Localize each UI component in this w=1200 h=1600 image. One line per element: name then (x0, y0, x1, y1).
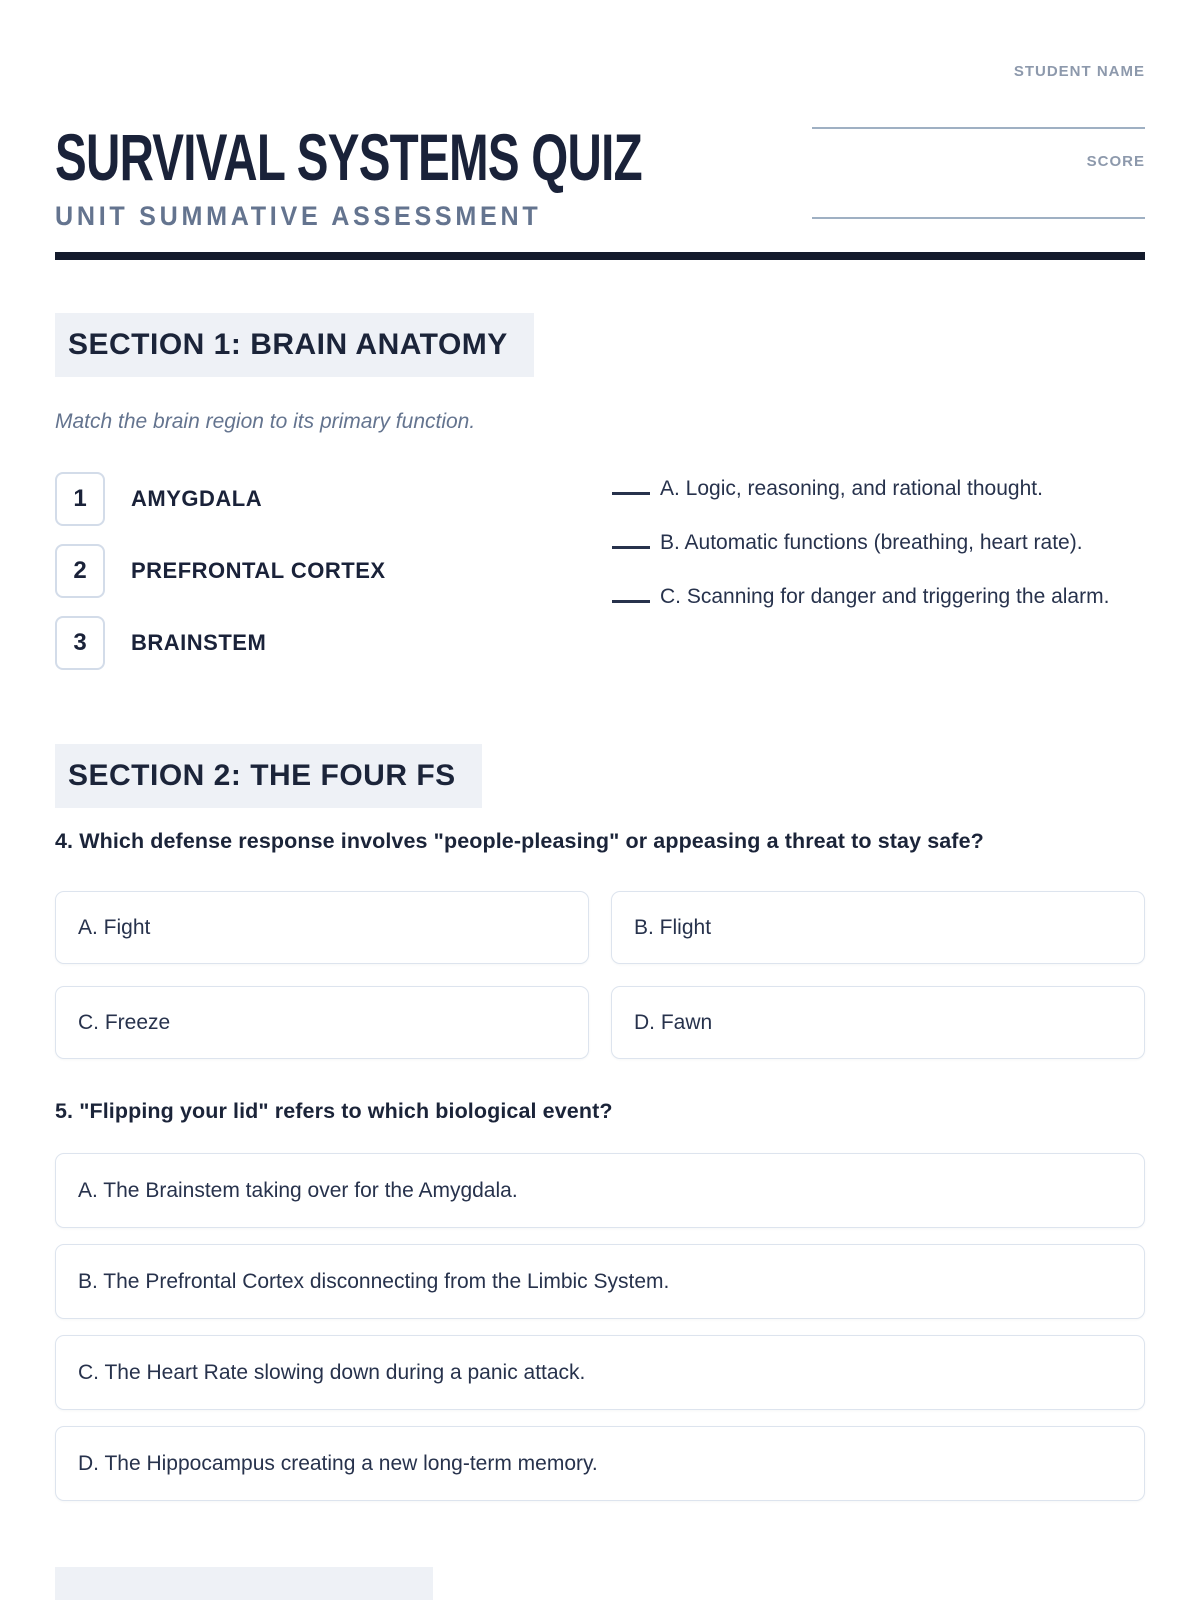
q5-option-b[interactable]: B. The Prefrontal Cortex disconnecting from the Limbic System. (55, 1244, 1145, 1319)
student-name-label: STUDENT NAME (1013, 63, 1145, 80)
header-fields (812, 63, 1145, 219)
question-4-options (55, 891, 1145, 1059)
match-number-box-3: 3 (55, 616, 105, 670)
q4-option-c[interactable]: C. Freeze (55, 986, 589, 1059)
section-2 (55, 670, 1145, 1501)
match-number-box-2: 2 (55, 544, 105, 598)
section-1 (55, 260, 1145, 670)
answer-blank-b[interactable] (612, 532, 650, 549)
match-number-box-1: 1 (55, 472, 105, 526)
match-answers-column (612, 472, 1145, 670)
q5-option-a[interactable]: A. The Brainstem taking over for the Amygdala. (55, 1153, 1145, 1228)
score-line[interactable] (812, 217, 1145, 219)
answer-option-a (612, 472, 1145, 505)
answer-option-b (612, 526, 1145, 559)
page-header (55, 0, 1145, 252)
answer-option-c (612, 580, 1145, 613)
answer-text-b: B. Automatic functions (breathing, heart rate). (660, 531, 1083, 554)
page-subtitle: UNIT SUMMATIVE ASSESSMENT (55, 201, 542, 231)
match-item-3 (55, 616, 588, 670)
q4-option-d[interactable]: D. Fawn (611, 986, 1145, 1059)
student-name-line[interactable] (812, 127, 1145, 129)
student-name-field (812, 63, 1145, 129)
match-item-label-2: PREFRONTAL CORTEX (131, 558, 386, 583)
q4-option-b[interactable]: B. Flight (611, 891, 1145, 964)
section3-header-partial (55, 1567, 433, 1600)
score-field (812, 153, 1145, 219)
answer-blank-c[interactable] (612, 586, 650, 603)
answer-text-c: C. Scanning for danger and triggering the alarm. (660, 585, 1110, 608)
answer-text-a: A. Logic, reasoning, and rational thought. (660, 477, 1043, 500)
match-item-1 (55, 472, 588, 526)
q5-option-c[interactable]: C. The Heart Rate slowing down during a panic attack. (55, 1335, 1145, 1410)
match-item-label-1: AMYGDALA (131, 486, 263, 511)
score-label: SCORE (1086, 153, 1145, 170)
match-item-label-3: BRAINSTEM (131, 630, 267, 655)
answer-blank-a[interactable] (612, 478, 650, 495)
q4-option-a[interactable]: A. Fight (55, 891, 589, 964)
page-title: SURVIVAL SYSTEMS QUIZ (55, 120, 642, 194)
question-5-title: 5. "Flipping your lid" refers to which biological event? (55, 1099, 613, 1123)
header-divider (55, 252, 1145, 260)
q5-option-d[interactable]: D. The Hippocampus creating a new long-term memory. (55, 1426, 1145, 1501)
title-block (55, 120, 870, 232)
section2-header: SECTION 2: THE FOUR FS (55, 744, 482, 808)
match-item-2 (55, 544, 588, 598)
question-4-title: 4. Which defense response involves "people-pleasing" or appeasing a threat to stay safe? (55, 829, 984, 853)
question-5-options (55, 1153, 1145, 1501)
matching-exercise (55, 472, 1145, 670)
match-items-column (55, 472, 588, 670)
section1-instruction: Match the brain region to its primary function. (55, 410, 476, 433)
section1-header: SECTION 1: BRAIN ANATOMY (55, 313, 534, 377)
